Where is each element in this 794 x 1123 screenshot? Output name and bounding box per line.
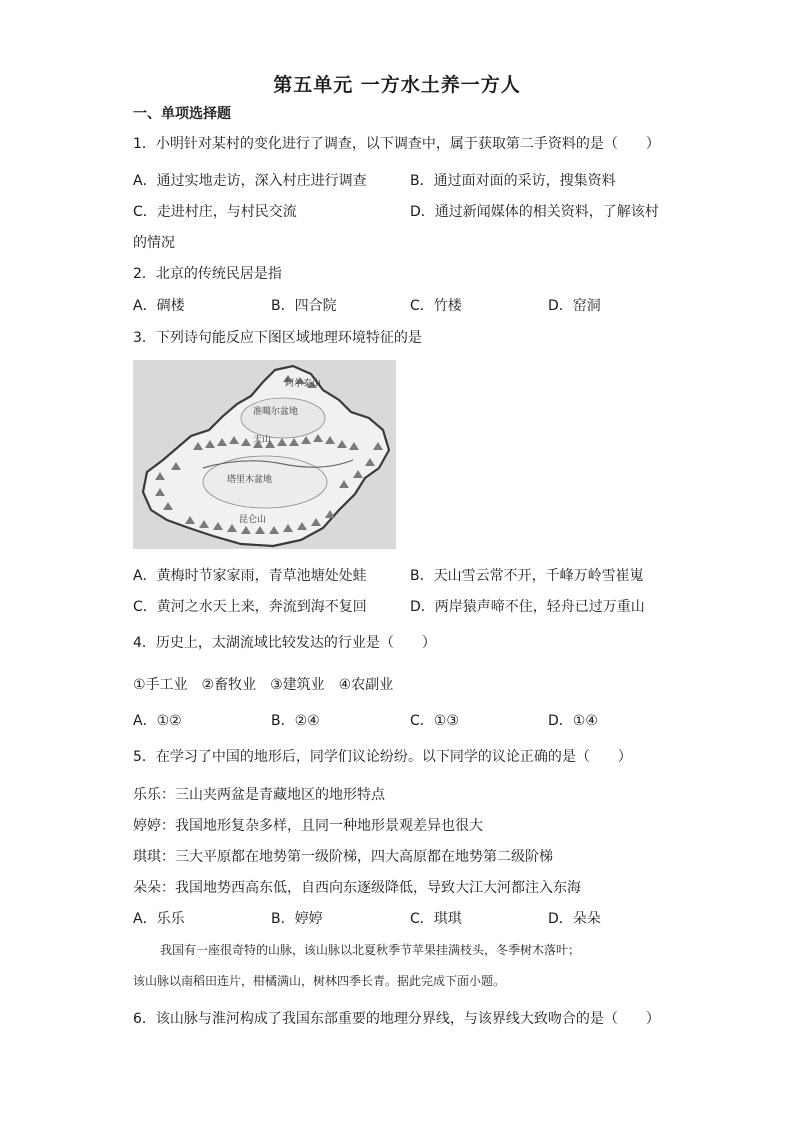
question-4-stem: 4．历史上，太湖流域比较发达的行业是（ ）: [133, 635, 436, 651]
question-3-option-b[interactable]: B．天山雪云常不开，千峰万岭雪崔嵬: [410, 568, 644, 584]
question-4-option-a[interactable]: A．①②: [133, 713, 182, 729]
map-label-altai: 阿尔泰山: [285, 379, 322, 389]
question-5-option-a[interactable]: A．乐乐: [133, 911, 185, 927]
question-3-option-a[interactable]: A．黄梅时节家家雨，青草池塘处处蛙: [133, 568, 367, 584]
question-3-option-c[interactable]: C．黄河之水天上来，奔流到海不复回: [133, 599, 367, 615]
question-2-option-b[interactable]: B．四合院: [271, 298, 337, 314]
question-1-option-d[interactable]: D．通过新闻媒体的相关资料，了解该村: [410, 204, 659, 220]
question-1-option-d-continued: 的情况: [133, 235, 175, 251]
xinjiang-map-figure: [133, 360, 396, 549]
map-svg: [133, 360, 396, 549]
question-4-option-b[interactable]: B．②④: [271, 713, 320, 729]
question-2-option-d[interactable]: D．窑洞: [548, 298, 601, 314]
question-1-option-b[interactable]: B．通过面对面的采访，搜集资料: [410, 173, 616, 189]
question-3-option-d[interactable]: D．两岸猿声啼不住，轻舟已过万重山: [410, 599, 645, 615]
map-label-tianshan: 天山: [253, 435, 272, 445]
junggar-basin-area: [241, 398, 325, 438]
question-1-stem: 1．小明针对某村的变化进行了调查，以下调查中，属于获取第二手资料的是（ ）: [133, 136, 660, 152]
question-2-option-c[interactable]: C．竹楼: [410, 298, 462, 314]
question-5-option-b[interactable]: B．婷婷: [271, 911, 323, 927]
question-4-option-c[interactable]: C．①③: [410, 713, 459, 729]
question-5-option-c[interactable]: C．琪琪: [410, 911, 462, 927]
question-6-stem: 6．该山脉与淮河构成了我国东部重要的地理分界线，与该界线大致吻合的是（ ）: [133, 1011, 660, 1027]
map-label-tarim: 塔里木盆地: [227, 475, 273, 485]
question-5-statement-2: 婷婷：我国地形复杂多样，且同一种地形景观差异也很大: [133, 818, 483, 834]
page-title: 第五单元 一方水土养一方人: [273, 74, 521, 96]
question-4-option-d[interactable]: D．①④: [548, 713, 598, 729]
reading-passage-line-1: 我国有一座很奇特的山脉，该山脉以北夏秋季节苹果挂满枝头，冬季树木落叶；: [160, 943, 581, 957]
question-5-statement-3: 琪琪：三大平原都在地势第一级阶梯，四大高原都在地势第二级阶梯: [133, 849, 553, 865]
question-5-option-d[interactable]: D．朵朵: [548, 911, 601, 927]
question-3-stem: 3．下列诗句能反应下图区域地理环境特征的是: [133, 330, 422, 346]
question-1-option-a[interactable]: A．通过实地走访，深入村庄进行调查: [133, 173, 367, 189]
section-heading: 一、单项选择题: [133, 106, 231, 122]
question-5-statement-4: 朵朵：我国地势西高东低，自西向东逐级降低，导致大江大河都注入东海: [133, 880, 581, 896]
reading-passage-line-2: 该山脉以南稻田连片，柑橘满山，树林四季长青。据此完成下面小题。: [133, 974, 506, 988]
question-2-option-a[interactable]: A．碉楼: [133, 298, 185, 314]
question-1-option-c[interactable]: C．走进村庄，与村民交流: [133, 204, 297, 220]
question-5-stem: 5．在学习了中国的地形后，同学们议论纷纷。以下同学的议论正确的是（ ）: [133, 749, 632, 765]
question-2-stem: 2．北京的传统民居是指: [133, 266, 282, 282]
map-label-junggar: 准噶尔盆地: [253, 407, 299, 417]
question-4-items: ①手工业 ②畜牧业 ③建筑业 ④农副业: [133, 677, 394, 693]
map-label-kunlun: 昆仑山: [239, 515, 267, 525]
question-5-statement-1: 乐乐：三山夹两盆是青藏地区的地形特点: [133, 787, 385, 803]
